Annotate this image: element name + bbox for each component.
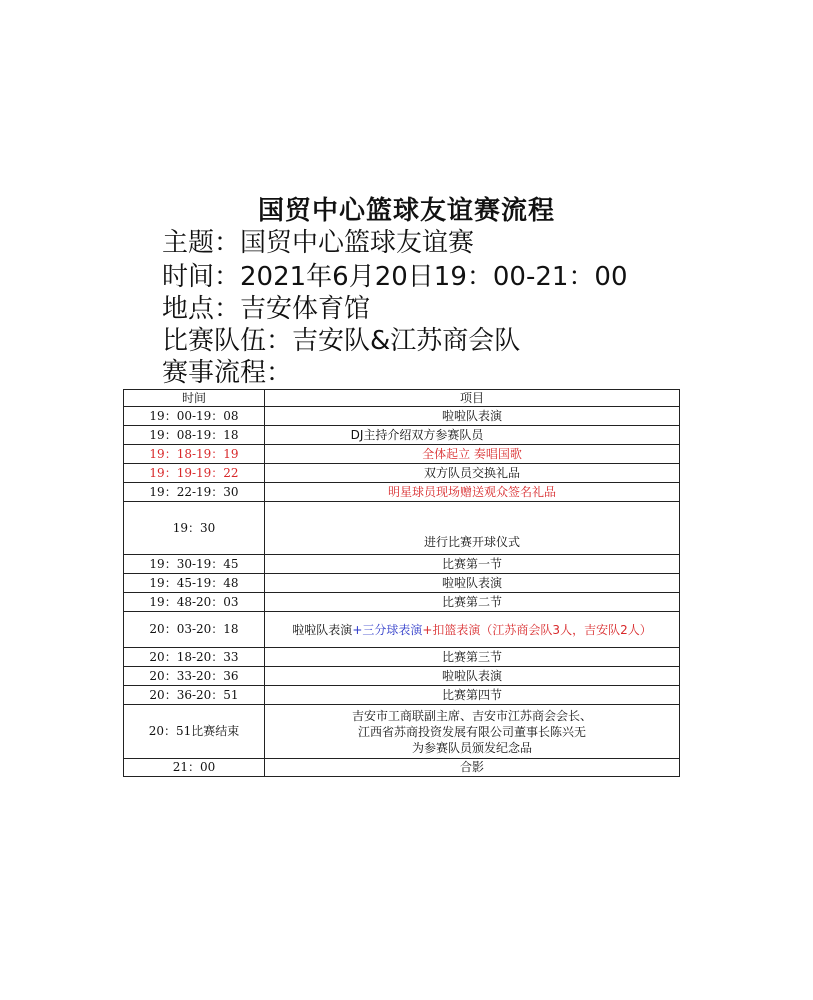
- item-text-dunk: +扣篮表演（江苏商会队3人，吉安队2人）: [422, 622, 652, 637]
- item-cell: [265, 705, 680, 759]
- item-cell: 全体起立 奏唱国歌: [265, 445, 680, 464]
- table-row: [124, 612, 680, 648]
- item-cell: 比赛第一节: [265, 555, 680, 574]
- time-line: 时间：2021年6月20日19：00-21：00: [162, 262, 628, 292]
- item-cell: 明星球员现场赠送观众签名礼品: [265, 483, 680, 502]
- schedule-table: [123, 389, 680, 777]
- item-cell: 双方队员交换礼品: [265, 464, 680, 483]
- item-cell: 啦啦队表演: [265, 407, 680, 426]
- time-cell: 19：00-19：08: [124, 407, 265, 426]
- item-cell: 比赛第三节: [265, 648, 680, 667]
- time-cell: 19：19-19：22: [124, 464, 265, 483]
- item-cell: 啦啦队表演: [265, 667, 680, 686]
- table-row: [124, 426, 680, 445]
- theme-line: 主题：国贸中心篮球友谊赛: [162, 228, 475, 258]
- item-text-three-point: +三分球表演: [352, 622, 423, 637]
- header-time: 时间: [124, 390, 265, 407]
- time-cell: 20：18-20：33: [124, 648, 265, 667]
- time-cell: 20：36-20：51: [124, 686, 265, 705]
- table-row: [124, 759, 680, 777]
- table-row: [124, 667, 680, 686]
- table-row: [124, 445, 680, 464]
- time-cell: 20：33-20：36: [124, 667, 265, 686]
- time-cell: 19：48-20：03: [124, 593, 265, 612]
- table-row: [124, 555, 680, 574]
- time-cell: 19：45-19：48: [124, 574, 265, 593]
- item-text-line: 为参赛队员颁发纪念品: [411, 740, 532, 755]
- teams-line: 比赛队伍：吉安队&江苏商会队: [162, 326, 521, 356]
- table-header-row: [124, 390, 680, 407]
- time-cell: 21：00: [124, 759, 265, 777]
- header-item: 项目: [265, 390, 680, 407]
- table-row: [124, 407, 680, 426]
- schedule-heading: 赛事流程：: [162, 358, 293, 388]
- table-row: [124, 648, 680, 667]
- table-row: [124, 593, 680, 612]
- document-title: 国贸中心篮球友谊赛流程: [257, 196, 555, 226]
- item-cell: [265, 612, 680, 648]
- time-cell: 20：51比赛结束: [124, 705, 265, 759]
- table-row: [124, 464, 680, 483]
- time-cell: 19：22-19：30: [124, 483, 265, 502]
- table-row: [124, 483, 680, 502]
- table-row: [124, 502, 680, 555]
- item-cell: 啦啦队表演: [265, 574, 680, 593]
- item-cell: 比赛第四节: [265, 686, 680, 705]
- table-row: [124, 705, 680, 759]
- item-text-line: 江西省苏商投资发展有限公司董事长陈兴无: [357, 724, 586, 739]
- item-cell: 合影: [265, 759, 680, 777]
- time-cell: 19：30: [124, 502, 265, 555]
- item-text-line: 吉安市工商联副主席、吉安市江苏商会会长、: [351, 708, 592, 723]
- time-cell: 20：03-20：18: [124, 612, 265, 648]
- table-row: [124, 574, 680, 593]
- item-cell: 比赛第二节: [265, 593, 680, 612]
- time-cell: 19：30-19：45: [124, 555, 265, 574]
- item-cell: [265, 426, 680, 445]
- time-cell: 19：18-19：19: [124, 445, 265, 464]
- location-line: 地点：吉安体育馆: [162, 294, 371, 324]
- item-cell: 进行比赛开球仪式: [265, 502, 680, 555]
- time-cell: 19：08-19：18: [124, 426, 265, 445]
- item-text-cheer: 啦啦队表演: [292, 622, 353, 637]
- table-row: [124, 686, 680, 705]
- item-text: DJ主持介绍双方参赛队员: [350, 427, 484, 442]
